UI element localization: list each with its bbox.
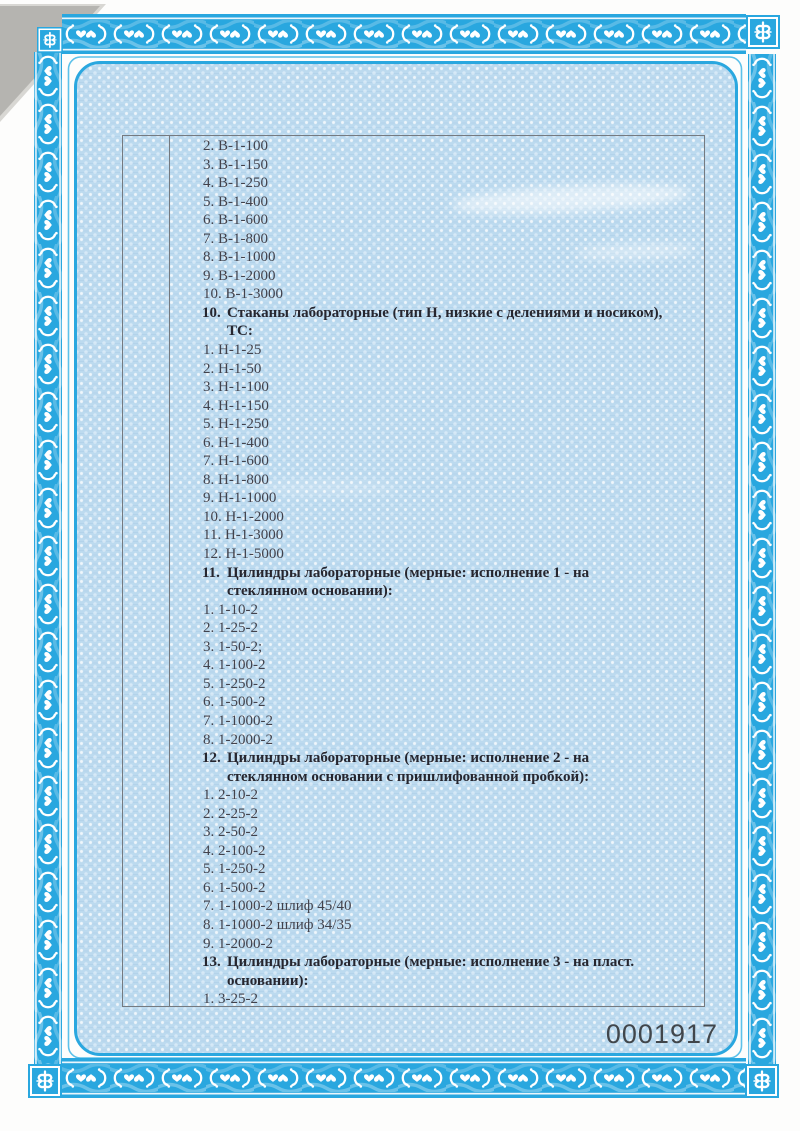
list-item: 3. Н-1-100: [203, 379, 269, 396]
corner-ornament-icon: [746, 15, 780, 49]
list-item: 6. Н-1-400: [203, 434, 269, 451]
list-item: 1. Н-1-25: [203, 342, 262, 359]
list-item: 8. 1-1000-2 шлиф 34/35: [203, 916, 352, 933]
section-text-line: стеклянном основании):: [227, 583, 393, 600]
list-item: 7. 1-1000-2: [203, 712, 273, 729]
list-item: 12. Н-1-5000: [203, 546, 284, 563]
border-band-top: [62, 14, 746, 54]
section-header: [202, 749, 704, 786]
border-band-left: [34, 52, 62, 1064]
list-item: 3. 2-50-2: [203, 824, 258, 841]
section-text: [227, 749, 704, 786]
section-text-line: ТС:: [227, 323, 253, 340]
list-item: 1. 2-10-2: [203, 787, 258, 804]
list-item: 10. В-1-3000: [203, 286, 283, 303]
list-item: 7. Н-1-600: [203, 453, 269, 470]
section-text-line: Цилиндры лабораторные (мерные: исполнение 2 - на: [227, 750, 590, 767]
list-item: 8. Н-1-800: [203, 471, 269, 488]
list-item: 1. 3-25-2: [203, 991, 258, 1008]
list-item: 4. В-1-250: [203, 175, 268, 192]
list-item: 9. В-1-2000: [203, 267, 276, 284]
list-item: 7. В-1-800: [203, 230, 268, 247]
serial-number: 0001917: [605, 1019, 718, 1049]
section-text: [227, 564, 704, 601]
items-list: [170, 137, 704, 1009]
list-item: 5. В-1-400: [203, 193, 268, 210]
list-item: 7. 1-1000-2 шлиф 45/40: [203, 898, 352, 915]
list-item: 9. 1-2000-2: [203, 935, 273, 952]
section-text-line: основании):: [227, 972, 309, 989]
section-text-line: Стаканы лабораторные (тип Н, низкие с делениями и носиком),: [227, 304, 663, 321]
list-item: 11. Н-1-3000: [203, 527, 284, 544]
list-item: 8. В-1-1000: [203, 249, 276, 266]
list-item: 2. 2-25-2: [203, 805, 258, 822]
list-item: 10. Н-1-2000: [203, 508, 284, 525]
list-item: 2. Н-1-50: [203, 360, 262, 377]
list-item: 3. 1-50-2;: [203, 638, 263, 655]
list-item: 4. Н-1-150: [203, 397, 269, 414]
section-text-line: Цилиндры лабораторные (мерные: исполнение 1 - на: [227, 564, 590, 581]
list-item: 6. 1-500-2: [203, 694, 266, 711]
section-header: [202, 953, 704, 990]
list-item: 9. Н-1-1000: [203, 490, 277, 507]
corner-ornament-icon: [28, 1064, 62, 1098]
section-number: 12.: [202, 750, 221, 767]
corner-ornament-icon: [745, 1064, 779, 1098]
list-item: 5. Н-1-250: [203, 416, 269, 433]
list-item: 6. В-1-600: [203, 212, 268, 229]
list-item: 2. В-1-100: [203, 138, 268, 154]
section-text-line: Цилиндры лабораторные (мерные: исполнение 3 - на пласт.: [227, 954, 635, 971]
list-item: 5. 1-250-2: [203, 675, 266, 692]
list-item: 5. 1-250-2: [203, 861, 266, 878]
section-number: 10.: [202, 304, 221, 321]
list-item: 6. 1-500-2: [203, 879, 266, 896]
section-number: 11.: [202, 564, 220, 581]
list-item: 2. 1-25-2: [203, 620, 258, 637]
list-item: 3. В-1-150: [203, 156, 268, 173]
band-ornament-icon: [748, 54, 776, 1064]
list-item: 4. 1-100-2: [203, 657, 266, 674]
section-number: 13.: [202, 954, 221, 971]
list-item: 4. 2-100-2: [203, 842, 266, 859]
section-text-line: стеклянном основании с пришлифованной пробкой):: [227, 768, 590, 785]
section-text: [227, 304, 704, 341]
border-band-right: [748, 54, 776, 1064]
list-item: 8. 1-2000-2: [203, 731, 273, 748]
band-ornament-icon: [62, 20, 746, 48]
band-ornament-icon: [34, 52, 62, 1064]
band-ornament-icon: [62, 1064, 746, 1092]
border-band-bottom: [62, 1058, 746, 1098]
section-header: [202, 564, 704, 601]
section-text: [227, 953, 704, 990]
section-header: [202, 304, 704, 341]
list-item: 1. 1-10-2: [203, 601, 258, 618]
